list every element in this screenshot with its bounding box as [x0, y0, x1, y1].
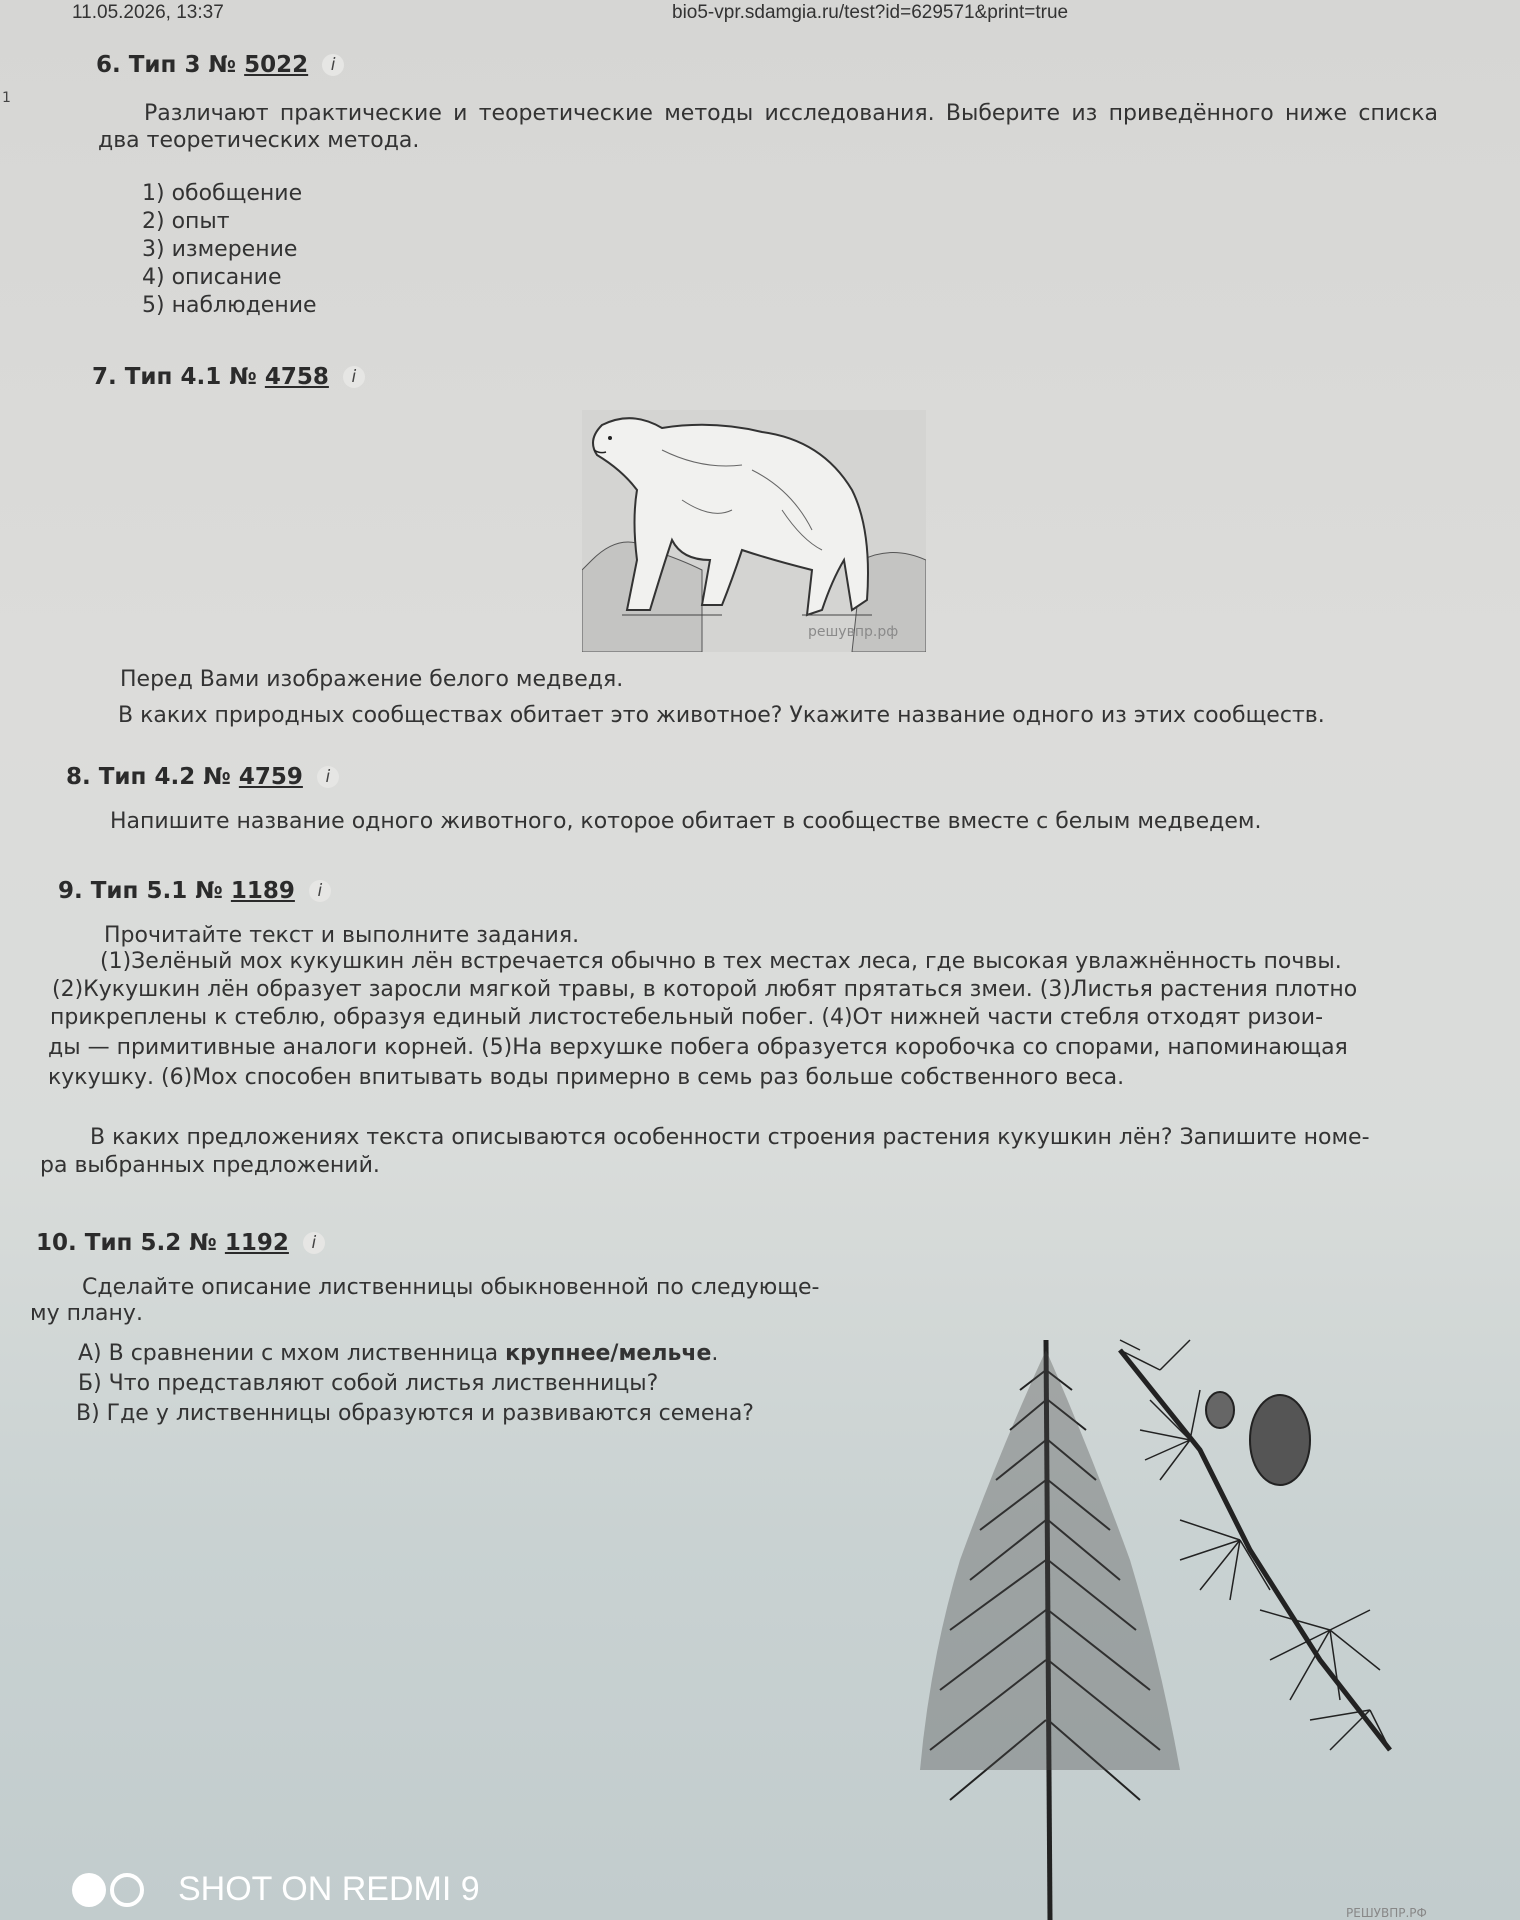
q8-title: 8. Тип 4.2 №: [66, 764, 231, 790]
q9-title: 9. Тип 5.1 №: [58, 878, 223, 904]
camera-watermark-label: SHOT ON REDMI 9: [178, 1870, 480, 1908]
q9-passage-line-1: (1)Зелёный мох кукушкин лён встречается обычно в тех местах леса, где высокая увлажнённость почвы.: [100, 949, 1342, 974]
q10-intro-line2: му плану.: [30, 1301, 143, 1326]
q10-item-a-prefix: А) В сравнении с мхом лиственница: [78, 1341, 506, 1366]
q10-item-b: Б) Что представляют собой листья лиственницы?: [78, 1371, 659, 1396]
q6-option-5: 5) наблюдение: [142, 293, 317, 318]
q8-info-icon[interactable]: i: [317, 766, 339, 788]
camera-dot-filled-icon: [72, 1873, 106, 1907]
q6-heading: [96, 52, 344, 78]
q8-number-link[interactable]: 4759: [238, 764, 303, 790]
q6-number-link[interactable]: 5022: [244, 52, 309, 78]
q7-line1: Перед Вами изображение белого медведя.: [120, 667, 624, 692]
print-url: bio5-vpr.sdamgia.ru/test?id=629571&print=true: [672, 2, 1069, 23]
q7-info-icon[interactable]: i: [343, 366, 365, 388]
polar-bear-drawing: [582, 410, 926, 652]
q9-number-link[interactable]: 1189: [230, 878, 295, 904]
q10-info-icon[interactable]: i: [303, 1232, 325, 1254]
larch-tree-drawing: [920, 1340, 1180, 1920]
q9-passage-line-5: кукушку. (6)Мох способен впитывать воды примерно в семь раз больше собственного веса.: [48, 1065, 1125, 1090]
q10-item-a-suffix: .: [711, 1341, 719, 1366]
q9-passage-line-2: (2)Кукушкин лён образует заросли мягкой травы, в которой любят прятаться змеи. (3)Листья растения плотно: [52, 977, 1358, 1002]
q10-intro-line1: Сделайте описание лиственницы обыкновенной по следующе-: [82, 1275, 820, 1300]
q6-options: [142, 180, 317, 320]
q6-title: 6. Тип 3 №: [96, 52, 237, 78]
q10-item-a: [78, 1340, 718, 1367]
q7-line2: В каких природных сообществах обитает это животное? Укажите название одного из этих сообществ.: [118, 703, 1325, 728]
q7-heading: [92, 364, 365, 390]
camera-logo-icon: [72, 1873, 144, 1907]
q9-passage-line-3: прикреплены к стеблю, образуя единый листостебельный побег. (4)От нижней части стебля отходят ризои-: [50, 1005, 1324, 1030]
q10-item-a-bold: крупнее/мельче: [505, 1341, 712, 1366]
q9-question-line2: ра выбранных предложений.: [40, 1153, 380, 1178]
q9-info-icon[interactable]: i: [309, 880, 331, 902]
q6-option-2: 2) опыт: [142, 209, 230, 234]
q6-info-icon[interactable]: i: [322, 54, 344, 76]
polar-bear-image: [582, 410, 926, 652]
camera-dot-ring-icon: [110, 1873, 144, 1907]
q10-item-c: В) Где у лиственницы образуются и развиваются семена?: [76, 1401, 754, 1426]
q6-option-3: 3) измерение: [142, 237, 298, 262]
q10-image-watermark: РЕШУВПР.РФ: [1346, 1906, 1427, 1920]
camera-watermark: [72, 1870, 480, 1909]
q6-option-1: 1) обобщение: [142, 181, 303, 206]
q6-option-4: 4) описание: [142, 265, 282, 290]
q7-title: 7. Тип 4.1 №: [92, 364, 257, 390]
q10-heading: [36, 1230, 325, 1256]
q9-passage-line-4: ды — примитивные аналоги корней. (5)На верхушке побега образуется коробочка со спорами, напоминающая: [48, 1035, 1348, 1060]
q10-title: 10. Тип 5.2 №: [36, 1230, 217, 1256]
margin-mark: 1: [2, 90, 11, 106]
q9-heading: [58, 878, 331, 904]
q9-question-line1: В каких предложениях текста описываются особенности строения растения кукушкин лён? Запишите номе-: [90, 1125, 1370, 1150]
q10-number-link[interactable]: 1192: [224, 1230, 289, 1256]
q9-intro: Прочитайте текст и выполните задания.: [104, 923, 580, 948]
q7-number-link[interactable]: 4758: [264, 364, 329, 390]
q8-text: Напишите название одного животного, которое обитает в сообществе вместе с белым медведем.: [110, 809, 1262, 834]
q7-image-watermark: решувпр.рф: [808, 624, 899, 640]
q6-text: Различают практические и теоретические методы исследования. Выберите из приведённого ниже списка два теоретических метода.: [98, 101, 1438, 153]
q8-heading: [66, 764, 339, 790]
larch-illustration: [900, 1330, 1420, 1920]
print-datetime: 11.05.2026, 13:37: [72, 2, 224, 23]
